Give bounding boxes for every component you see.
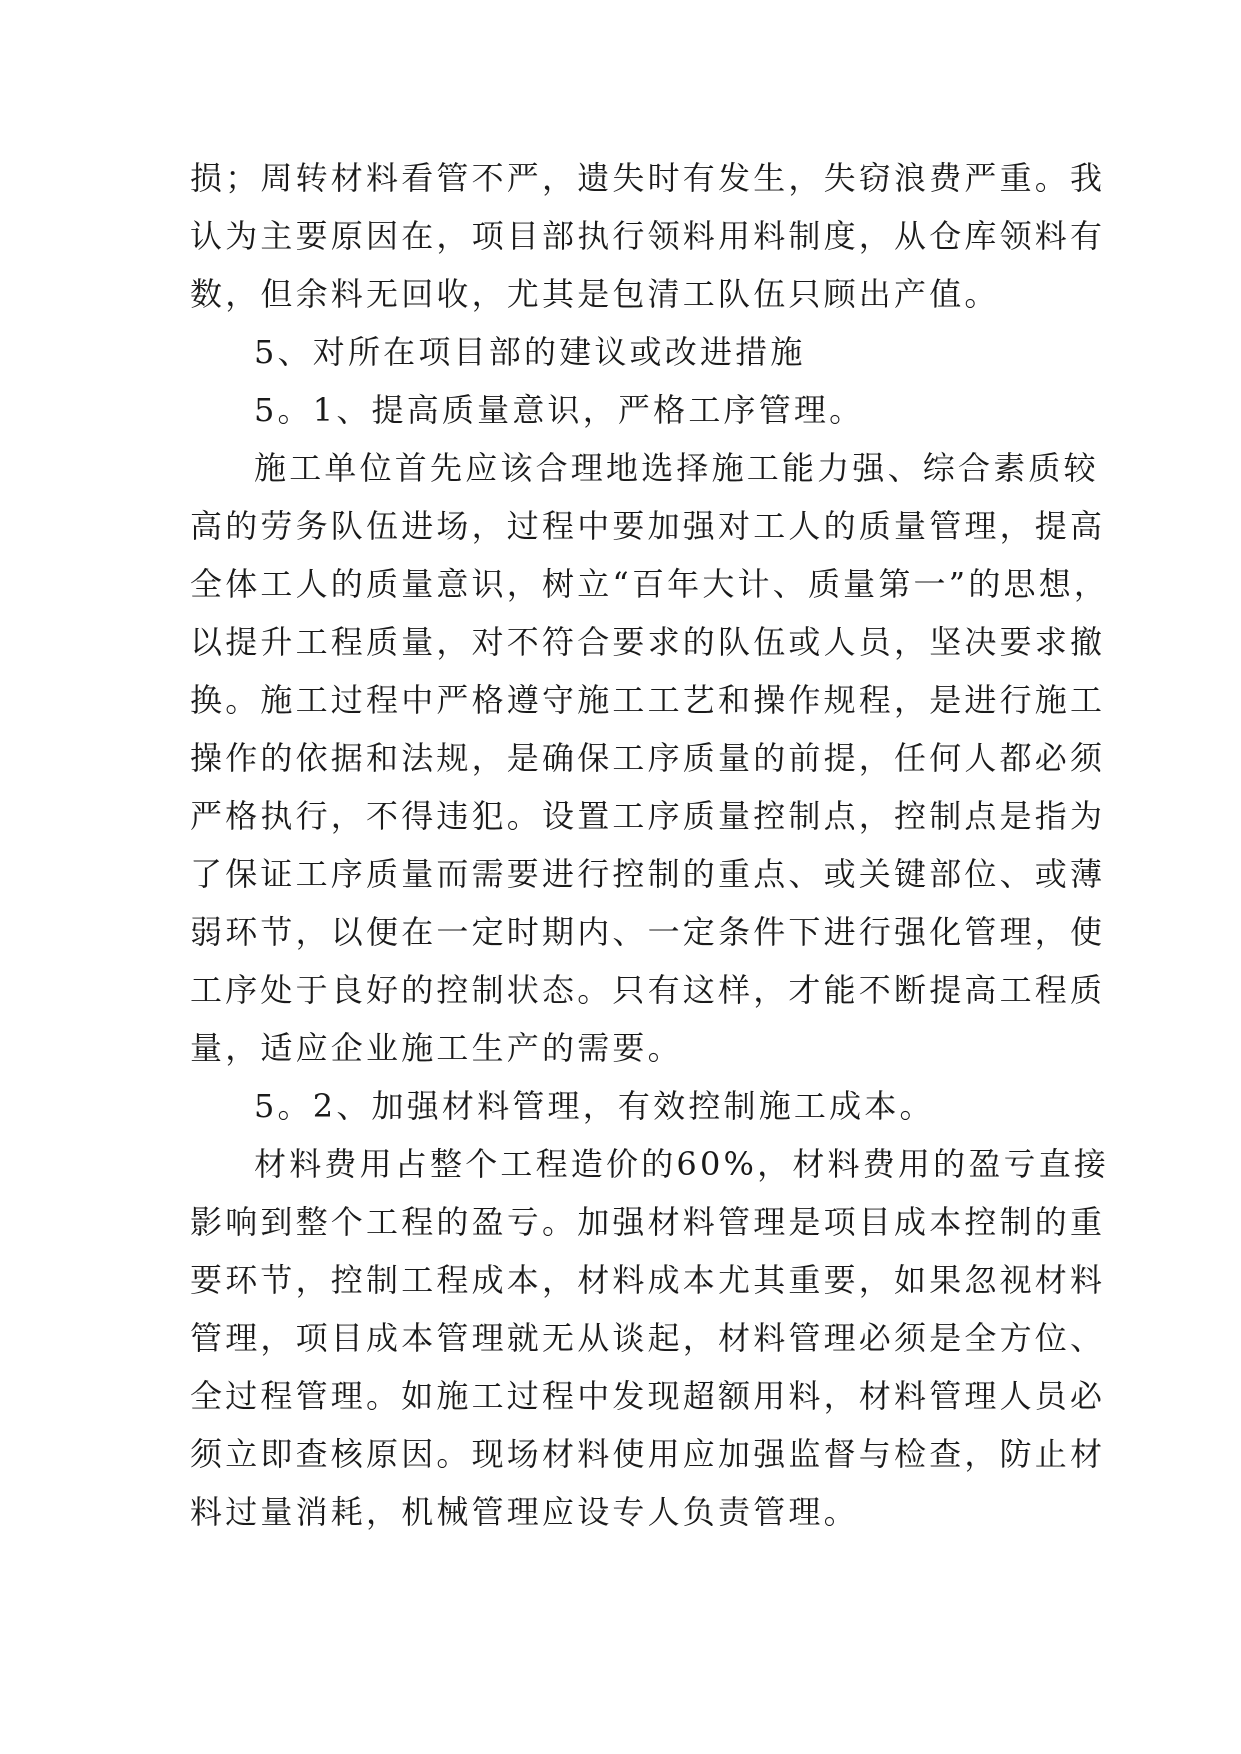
text-line: 要环节，控制工程成本，材料成本尤其重要，如果忽视材料: [190, 1261, 1106, 1299]
text-line: 换。施工过程中严格遵守施工工艺和操作规程，是进行施工: [190, 681, 1106, 719]
text-line: 高的劳务队伍进场，过程中要加强对工人的质量管理，提高: [190, 507, 1106, 545]
text-line: 施工单位首先应该合理地选择施工能力强、综合素质较: [254, 449, 1099, 487]
text-line: 认为主要原因在，项目部执行领料用料制度，从仓库领料有: [190, 217, 1106, 255]
text-line: 须立即查核原因。现场材料使用应加强监督与检查，防止材: [190, 1435, 1106, 1473]
subsection-heading: 5。1、提高质量意识，严格工序管理。: [254, 391, 865, 429]
text-line: 操作的依据和法规，是确保工序质量的前提，任何人都必须: [190, 739, 1106, 777]
text-line: 损；周转材料看管不严，遗失时有发生，失窃浪费严重。我: [190, 159, 1106, 197]
text-line: 料过量消耗，机械管理应设专人负责管理。: [190, 1493, 859, 1531]
text-line: 影响到整个工程的盈亏。加强材料管理是项目成本控制的重: [190, 1203, 1106, 1241]
subsection-heading: 5。2、加强材料管理，有效控制施工成本。: [254, 1087, 935, 1125]
text-line: 了保证工序质量而需要进行控制的重点、或关键部位、或薄: [190, 855, 1106, 893]
text-line: 全体工人的质量意识，树立“百年大计、质量第一”的思想，: [190, 565, 1110, 603]
text-line: 工序处于良好的控制状态。只有这样，才能不断提高工程质: [190, 971, 1106, 1009]
text-line: 全过程管理。如施工过程中发现超额用料，材料管理人员必: [190, 1377, 1106, 1415]
text-line: 弱环节，以便在一定时期内、一定条件下进行强化管理，使: [190, 913, 1106, 951]
text-line: 管理，项目成本管理就无从谈起，材料管理必须是全方位、: [190, 1319, 1106, 1357]
text-line: 以提升工程质量，对不符合要求的队伍或人员，坚决要求撤: [190, 623, 1106, 661]
text-line: 量，适应企业施工生产的需要。: [190, 1029, 683, 1067]
text-line: 严格执行，不得违犯。设置工序质量控制点，控制点是指为: [190, 797, 1106, 835]
text-line: 材料费用占整个工程造价的60%，材料费用的盈亏直接: [254, 1145, 1110, 1183]
text-line: 数，但余料无回收，尤其是包清工队伍只顾出产值。: [190, 275, 1000, 313]
section-heading: 5、对所在项目部的建议或改进措施: [254, 333, 806, 371]
